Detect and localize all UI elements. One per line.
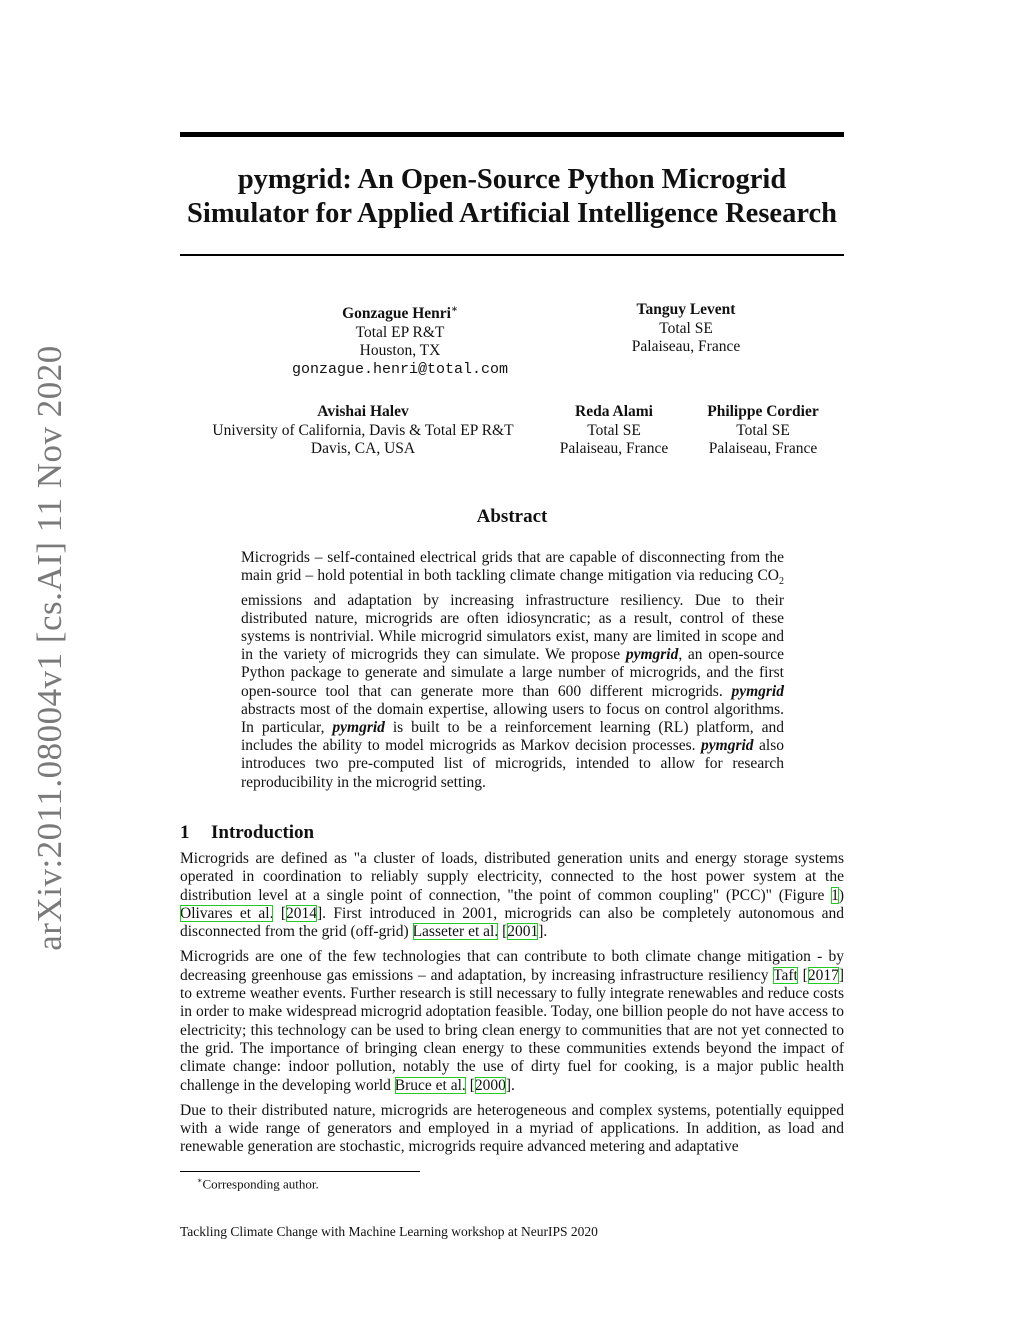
package-name: pymgrid bbox=[625, 646, 679, 664]
package-name: pymgrid bbox=[332, 718, 385, 736]
author-affiliation: Total EP R&T bbox=[355, 323, 445, 341]
author-email[interactable]: gonzague.henri@total.com bbox=[291, 360, 509, 378]
citation-link[interactable]: Lasseter et al. bbox=[412, 923, 499, 941]
citation-year-link[interactable]: 2014 bbox=[286, 904, 318, 922]
footnote-marker: ∗ bbox=[451, 304, 458, 315]
author-affiliation: University of California, Davis & Total EP R&T bbox=[212, 421, 514, 439]
author-location: Palaiseau, France bbox=[559, 440, 669, 457]
venue-footer: Tackling Climate Change with Machine Learning workshop at NeurIPS 2020 bbox=[180, 1224, 598, 1239]
author-block bbox=[280, 301, 520, 379]
paragraph: Due to their distributed nature, microgrids are heterogeneous and complex systems, potentially equipped with a wide range of generators and employed in a myriad of applications. In addition, as load and renewable generation are stochastic, microgrids require advanced metering and adaptative bbox=[180, 1101, 844, 1156]
title-line-1: pymgrid: An Open-Source Python Microgrid bbox=[237, 164, 787, 195]
author-affiliation: Total SE bbox=[736, 421, 790, 439]
citation-year-link[interactable]: 2001 bbox=[507, 923, 539, 941]
author-affiliation: Total SE bbox=[587, 421, 641, 439]
figure-reference-link[interactable]: 1 bbox=[831, 886, 839, 904]
abstract-paragraph: Microgrids – self-contained electrical grids that are capable of disconnecting from the main grid – hold potential in both tackling climate change mitigation via reducing $CO_2$ emissions and adaptation by increasing infrastructure resiliency. Due to their distributed nature, microgrids are often idiosyncratic; as a result, control of these systems is nontrivial. While microgrid simulators exist, many are limited in scope and in the variety of microgrids they can simulate. We propose pymgrid, an open-source Python package to generate and simulate a large number of microgrids, and the first open-source tool that can generate more than 600 different microgrids. pymgrid abstracts most of the domain expertise, allowing users to focus on control algorithms. In particular, pymgrid is built to be a reinforcement learning (RL) platform, and includes the ability to model microgrids as Markov decision processes. pymgrid also introduces two pre-computed list of microgrids, intended to allow for research reproducibility in the microgrid setting. bbox=[241, 549, 785, 791]
abstract-heading: Abstract bbox=[476, 506, 548, 527]
author-affiliation: Total SE bbox=[659, 319, 713, 337]
introduction-body bbox=[180, 850, 844, 1164]
footnote-rule bbox=[180, 1171, 420, 1172]
title-bottom-rule bbox=[180, 254, 844, 256]
package-name: pymgrid bbox=[701, 737, 754, 755]
citation-year-link[interactable]: 2017 bbox=[807, 966, 839, 984]
author-location: Palaiseau, France bbox=[708, 440, 818, 457]
citation-link[interactable]: Bruce et al. bbox=[394, 1076, 466, 1094]
section-title: Introduction bbox=[211, 822, 315, 843]
citation-link[interactable]: Olivares et al. bbox=[180, 904, 274, 922]
author-location: Davis, CA, USA bbox=[310, 440, 416, 457]
footnote-marker: ∗ bbox=[197, 1176, 203, 1185]
author-block bbox=[695, 403, 831, 459]
citation-link[interactable]: Taft bbox=[773, 966, 798, 984]
author-location: Houston, TX bbox=[359, 342, 441, 360]
footnote bbox=[197, 1176, 319, 1192]
author-name: Gonzague Henri∗ bbox=[342, 304, 458, 323]
package-name: pymgrid bbox=[731, 682, 784, 700]
paragraph: Microgrids are defined as "a cluster of loads, distributed generation units and energy storage systems operated in coordination to reliably supply electricity, connected to the host power system at the distribution level at a single point of connection, "the point of common coupling" (PCC)" (Figure 1) Olivares et al. [2014]. First introduced in 2001, microgrids can also be completely autonomous and disconnected from the grid (off-grid) Lasseter et al. [2001]. bbox=[180, 850, 844, 941]
author-block bbox=[606, 301, 766, 357]
author-name: Avishai Halev bbox=[317, 403, 409, 420]
paper-title bbox=[180, 163, 844, 231]
paragraph: Microgrids are one of the few technologies that can contribute to both climate change mitigation - by decreasing greenhouse gas emissions – and adaptation, by increasing infrastructure resiliency Taft [2017] to extreme weather events. Further research is still necessary to fully integrate renewables and reduce costs in order to make widespread microgrid adoptation feasible. Today, one billion people do not have access to electricity; this technology can be used to bring clean energy to communities that are not yet connected to the grid. The importance of bringing clean energy to these communities extends beyond the impact of climate change: indoor pollution, notably the use of dirty fuel for cooking, is a major public health challenge in the developing world Bruce et al. [2000]. bbox=[180, 948, 844, 1094]
author-block bbox=[199, 403, 527, 459]
section-number: 1 bbox=[180, 822, 190, 843]
section-heading-introduction bbox=[180, 822, 314, 844]
citation-year-link[interactable]: 2000 bbox=[474, 1076, 506, 1094]
title-top-rule bbox=[180, 132, 844, 137]
author-location: Palaiseau, France bbox=[631, 338, 741, 355]
author-name: Tanguy Levent bbox=[636, 301, 736, 318]
author-name: Reda Alami bbox=[575, 403, 653, 420]
arxiv-identifier-stamp: arXiv:2011.08004v1 [cs.AI] 11 Nov 2020 bbox=[30, 345, 69, 951]
footnote-text: Corresponding author. bbox=[202, 1176, 319, 1192]
author-block bbox=[549, 403, 679, 459]
title-line-2: Simulator for Applied Artificial Intelligence Research bbox=[187, 198, 837, 229]
author-name: Philippe Cordier bbox=[707, 403, 819, 420]
abstract-text bbox=[241, 549, 784, 792]
